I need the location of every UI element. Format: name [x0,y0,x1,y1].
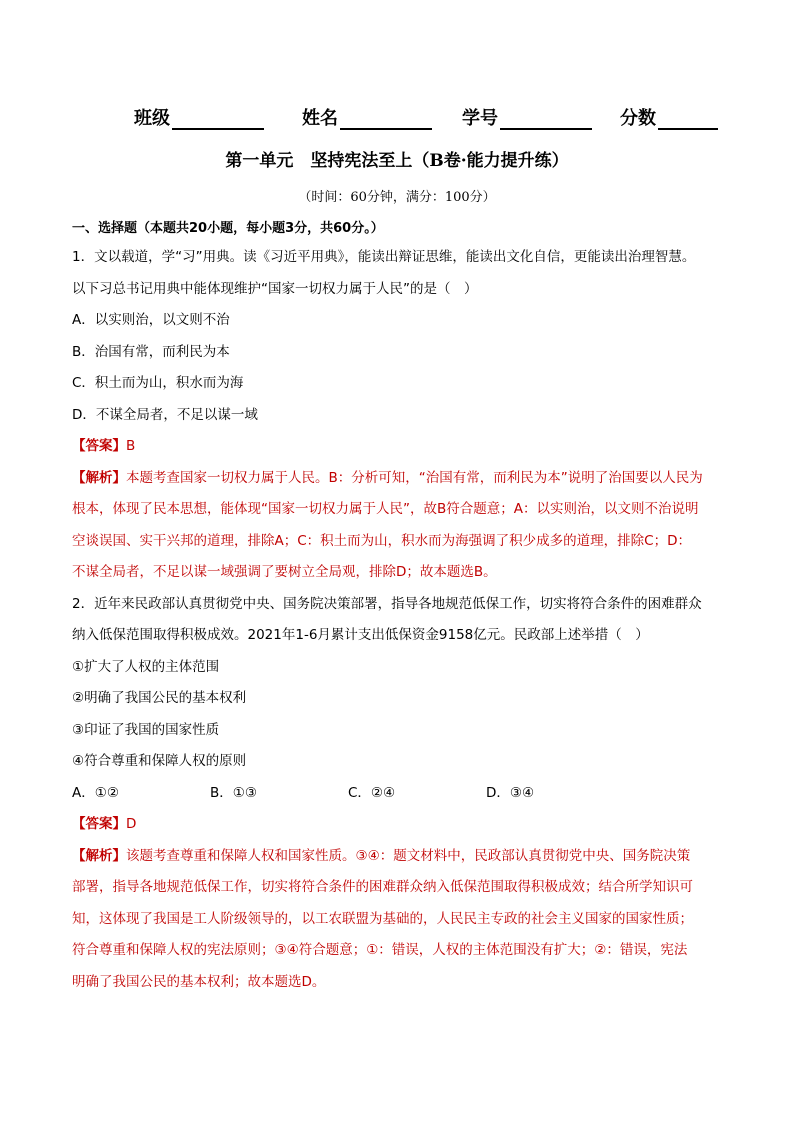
class-label: 班级 [134,108,170,129]
analysis-line: 不谋全局者，不足以谋一域强调了要树立全局观，排除D；故本题选B。 [72,564,497,580]
student-id-blank[interactable] [500,108,592,130]
analysis-line: 明确了我国公民的基本权利；故本题选D。 [72,973,326,990]
option-c: C．②④ [348,784,396,801]
question-stem-line: 2．近年来民政部认真贯彻党中央、国务院决策部署，指导各地规范低保工作，切实将符合条件的困难群众 [72,595,702,612]
question-stem-line: 1．文以载道，学“习”用典。读《习近平用典》，能读出辩证思维，能读出文化自信，更能读出治理智慧。 [72,249,696,265]
option-d: D．不谋全局者，不足以谋一域 [72,406,258,423]
name-blank[interactable] [340,108,432,130]
option-b: B．治国有常，而利民为本 [72,343,230,360]
question-2 [72,589,722,999]
section-heading: 一、选择题（本题共20小题，每小题3分，共60分。） [72,221,384,236]
answer-value: D [126,816,137,832]
question-stem-line: 纳入低保范围取得积极成效。2021年1-6月累计支出低保资金9158亿元。民政部上述举措（ ） [72,627,649,643]
analysis-line: 部署，指导各地规范低保工作，切实将符合条件的困难群众纳入低保范围取得积极成效；结合所学知识可 [72,879,693,895]
question-1 [72,242,722,589]
score-blank[interactable] [658,108,718,130]
option-c: C．积土而为山，积水而为海 [72,375,244,391]
student-id-field[interactable] [462,104,592,130]
statement-item: ④符合尊重和保障人权的原则 [72,753,247,769]
answer-tag: 【答案】 [72,816,126,832]
analysis-line: 空谈误国、实干兴邦的道理，排除A；C：积土而为山，积水而为海强调了积少成多的道理，排除C；D： [72,532,691,549]
analysis-text: 该题考查尊重和保障人权和国家性质。③④：题文材料中，民政部认真贯彻党中央、国务院决策 [126,847,691,864]
option-d: D．③④ [486,784,535,801]
options-row [72,778,722,810]
question-content [72,216,722,998]
statement-item: ③印证了我国的国家性质 [72,721,220,738]
page-title: 第一单元 坚持宪法至上（B卷·能力提升练） [225,151,569,171]
score-field[interactable] [620,104,718,130]
answer-line [72,431,722,463]
analysis-tag: 【解析】 [72,469,126,486]
option-a: A．①② [72,784,119,801]
option-b: B．①③ [210,784,257,801]
page-subtitle: （时间：60分钟，满分：100分） [298,190,496,205]
analysis-line: 知，这体现了我国是工人阶级领导的，以工农联盟为基础的，人民民主专政的社会主义国家的国家性质； [72,910,693,927]
analysis-line [72,463,722,495]
name-field[interactable] [302,104,432,130]
answer-line [72,809,722,841]
class-field[interactable] [134,104,264,130]
class-blank[interactable] [172,108,264,130]
answer-value: B [126,438,136,454]
name-label: 姓名 [302,108,338,129]
analysis-line [72,841,722,873]
student-id-label: 学号 [462,108,498,129]
option-a: A．以实则治，以文则不治 [72,312,230,328]
analysis-line: 根本，体现了民本思想，能体现“国家一切权力属于人民”，故B符合题意；A：以实则治，以文则不治说明 [72,501,699,517]
analysis-line: 符合尊重和保障人权的宪法原则；③④符合题意；①：错误，人权的主体范围没有扩大；②：错误，宪法 [72,942,688,958]
statement-item: ①扩大了人权的主体范围 [72,658,220,675]
analysis-text: 本题考查国家一切权力属于人民。B：分析可知，“治国有常，而利民为本”说明了治国要以人民为 [126,469,703,486]
analysis-tag: 【解析】 [72,847,126,864]
statement-item: ②明确了我国公民的基本权利 [72,690,247,706]
answer-tag: 【答案】 [72,438,126,454]
question-stem-line: 以下习总书记用典中能体现维护“国家一切权力属于人民”的是（ ） [72,280,478,297]
score-label: 分数 [620,108,656,129]
